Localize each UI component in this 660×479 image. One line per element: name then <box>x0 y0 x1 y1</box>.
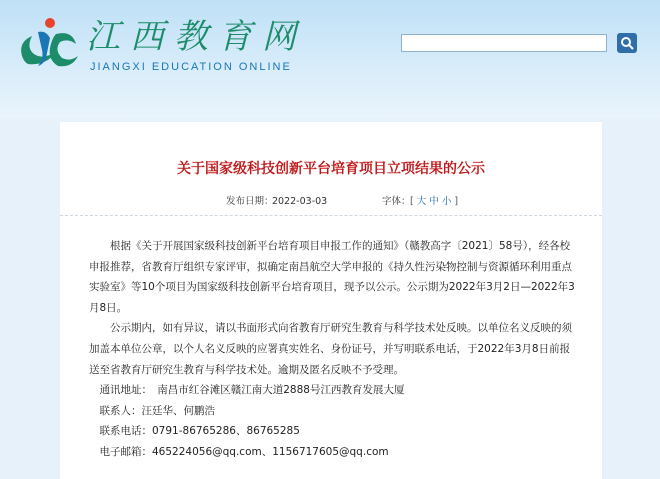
paragraph: 根据《关于开展国家级科技创新平台培育项目申报工作的通知》（赣教高字〔2021〕58号），经各校申报推荐，省教育厅组织专家评审，拟确定南昌航空大学申报的《持久性污染物控制与资源循环利用重点实验室》等10个项目为国家级科技创新平台培育项目，现予以公示。公示期为2022年3月2日—2022年3月8日。 <box>89 240 575 314</box>
font-medium-link[interactable]: 中 <box>429 196 439 207</box>
search-button[interactable] <box>617 33 637 53</box>
contact-address: 通讯地址： 南昌市红谷滩区赣江南大道2888号江西教育发展大厦 <box>99 384 405 397</box>
font-size-label: 字体： <box>382 196 411 207</box>
contact-phone: 联系电话：0791-86765286、86765285 <box>99 425 300 438</box>
font-bracket-close: ] <box>454 196 459 207</box>
site-name-en: JIANGXI EDUCATION ONLINE <box>90 61 292 73</box>
contact-email: 电子邮箱：465224056@qq.com、1156717605@qq.com <box>99 445 389 458</box>
font-large-link[interactable]: 大 <box>416 196 427 207</box>
article-panel <box>60 122 602 479</box>
font-size-controls <box>410 195 458 209</box>
article-meta <box>60 195 602 209</box>
paragraph: 公示期内，如有异议，请以书面形式向省教育厅研究生教育与科学技术处反映。以单位名义反映的须加盖本单位公章，以个人名义反映的应署真实姓名、身份证号，并写明联系电话，于2022年3月8日前报送至省教育厅研究生教育与科学技术处。逾期及匿名反映不予受理。 <box>89 322 572 376</box>
search-icon <box>620 36 634 50</box>
article-title: 关于国家级科技创新平台培育项目立项结果的公示 <box>177 161 485 177</box>
article-body <box>89 236 579 463</box>
font-bracket-open: [ <box>410 196 414 207</box>
divider <box>60 215 602 216</box>
date-label: 发布日期： <box>226 196 274 207</box>
publish-date: 2022-03-03 <box>272 196 328 207</box>
site-header <box>0 0 660 118</box>
contact-people: 联系人：汪廷华、何鹏浩 <box>99 404 215 417</box>
site-name-cn: 江西教育网 <box>86 17 306 57</box>
jx-logo-icon[interactable] <box>16 14 80 70</box>
font-small-link[interactable]: 小 <box>441 196 452 207</box>
search-input[interactable] <box>401 34 607 52</box>
